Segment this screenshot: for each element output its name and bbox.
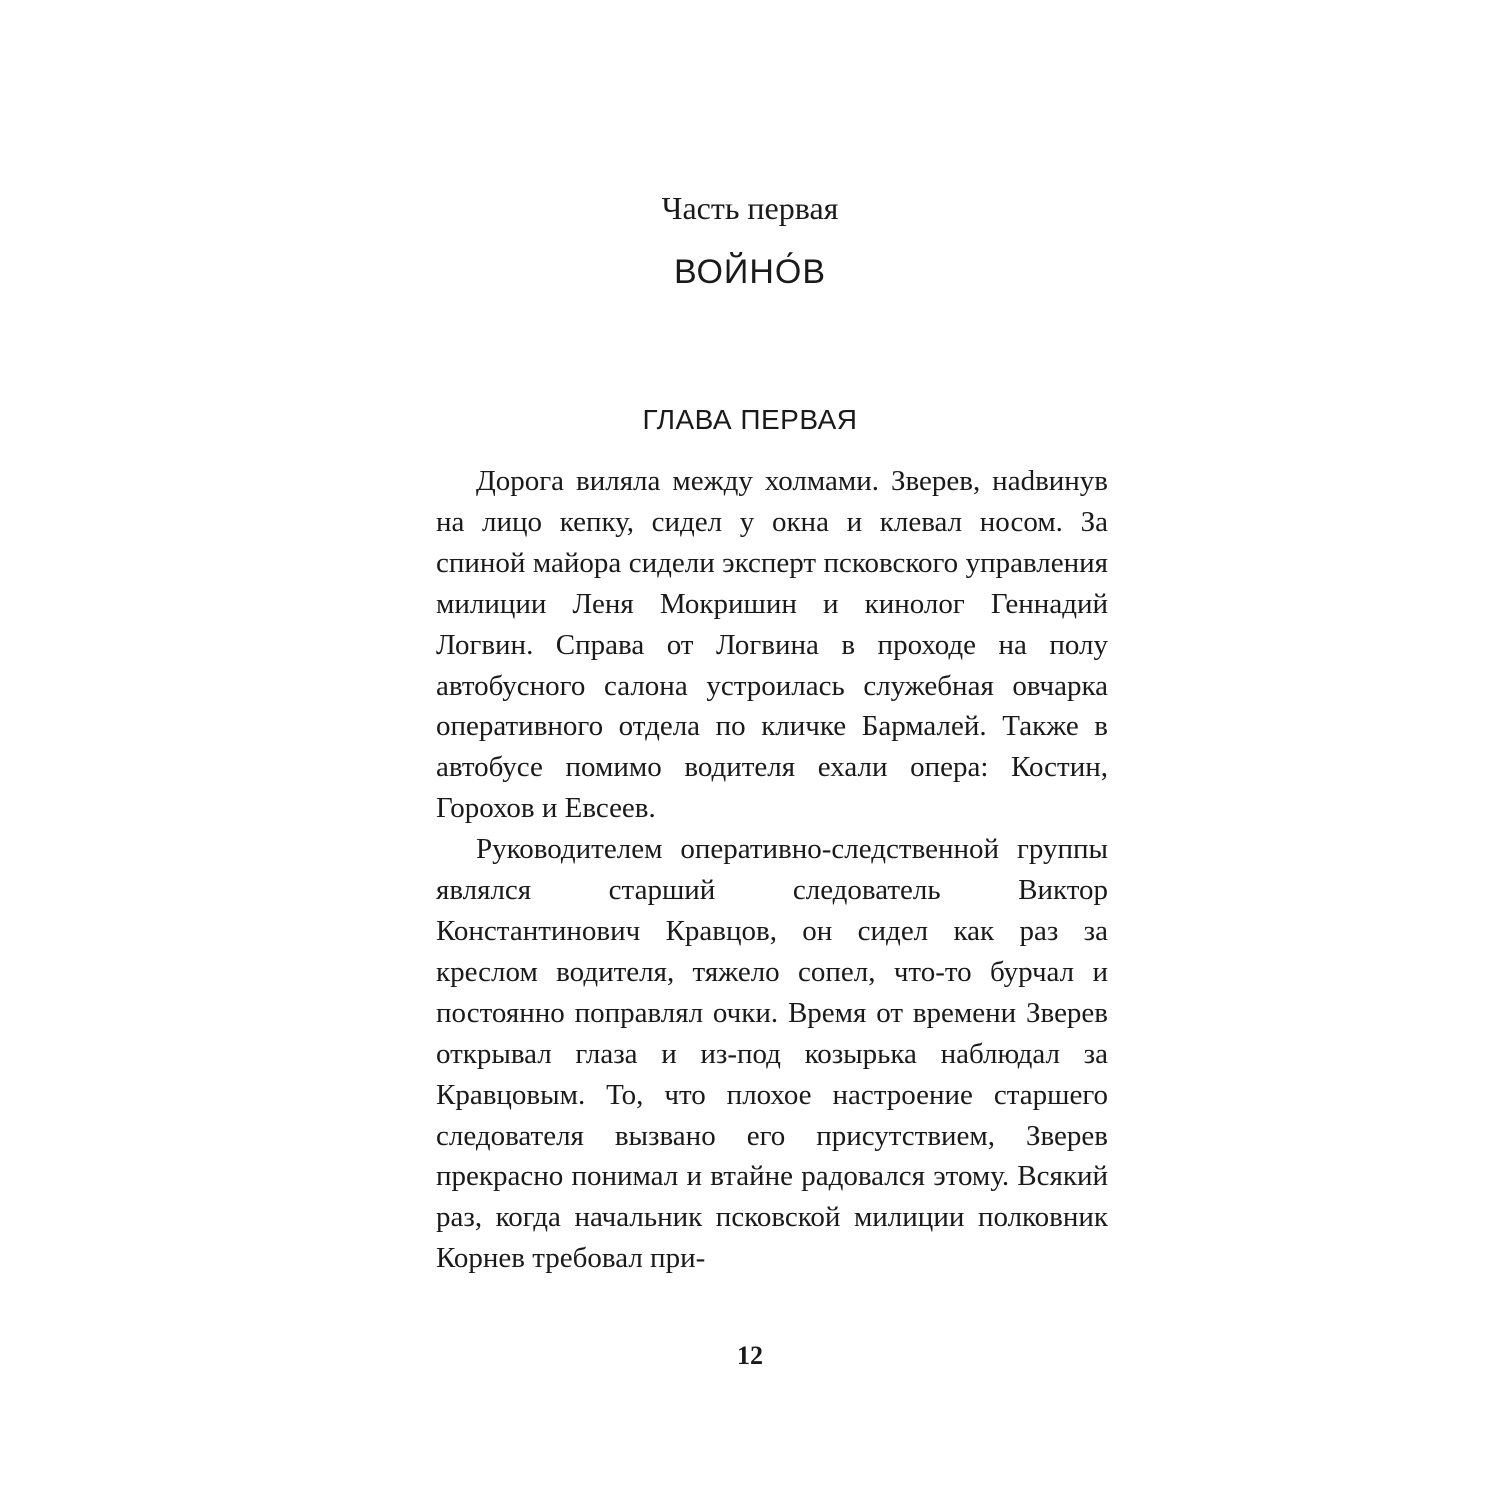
chapter-body bbox=[436, 461, 1108, 1279]
paragraph: Дорога виляла между холмами. Зверев, наdвинув на лицо кепку, сидел у окна и клевал носом. За спиной майора сидели эксперт псковского управления милиции Леня Мокришин и кинолог Геннадий Логвин. Справа от Логвина в проходе на полу автобусного салона устроилась служебная овчарка оперативного отдела по кличке Бармалей. Также в автобусе помимо водителя ехали опера: Костин, Горохов и Евсеев. bbox=[436, 465, 1108, 825]
paragraph: Руководителем оперативно-следственной группы являлся старший следователь Виктор Константинович Кравцов, он сидел как раз за креслом водителя, тяжело сопел, что-то бурчал и постоянно поправлял очки. Время от времени Зверев открывал глаза и из-под козырька наблюдал за Кравцовым. То, что плохое настроение старшего следователя вызвано его присутствием, Зверев прекрасно понимал и втайне радовался этому. Всякий раз, когда начальник псковской милиции полковник Корнев требовал при- bbox=[436, 833, 1108, 1275]
chapter-title: ГЛАВА ПЕРВАЯ bbox=[642, 404, 858, 435]
page-number: 12 bbox=[737, 1341, 763, 1370]
part-title: ВОЙНО́В bbox=[673, 253, 827, 291]
part-label: Часть первая bbox=[661, 190, 839, 226]
